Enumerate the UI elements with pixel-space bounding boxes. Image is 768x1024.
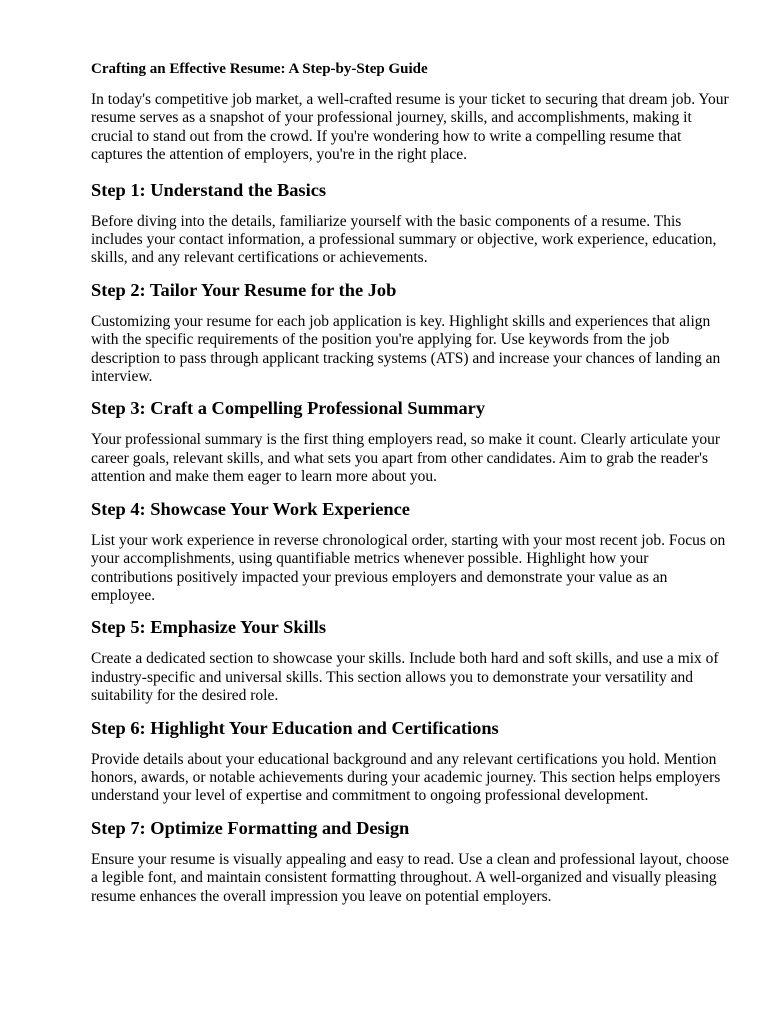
step-2-body: Customizing your resume for each job application is key. Highlight skills and experiences that align with the specific requirements of the position you're applying for. Use keywords from the job description to pass through applicant tracking systems (ATS) and increase your chances of landing an interview. (91, 312, 721, 386)
step-6-section (91, 717, 731, 806)
step-7-heading: Step 7: Optimize Formatting and Design (91, 817, 410, 838)
step-1-body: Before diving into the details, familiarize yourself with the basic components of a resume. This includes your contact information, a professional summary or objective, work experience, education, skills, and any relevant certifications or achievements. (91, 212, 717, 267)
step-4-body: List your work experience in reverse chronological order, starting with your most recent job. Focus on your accomplishments, using quantifiable metrics whenever possible. Highlight how your contributions positively impacted your previous employers and demonstrate your value as an employee. (91, 531, 726, 604)
step-6-heading: Step 6: Highlight Your Education and Certifications (91, 717, 499, 738)
step-7-section (91, 817, 731, 906)
step-2-heading: Step 2: Tailor Your Resume for the Job (91, 279, 397, 300)
step-6-body: Provide details about your educational background and any relevant certifications you hold. Mention honors, awards, or notable achievements during your academic journey. This section helps employers understand your level of expertise and commitment to ongoing professional development. (91, 750, 721, 805)
document-page (91, 60, 731, 917)
step-3-heading: Step 3: Craft a Compelling Professional Summary (91, 398, 486, 419)
step-5-heading: Step 5: Emphasize Your Skills (91, 617, 327, 638)
document-title: Crafting an Effective Resume: A Step-by-Step Guide (91, 61, 428, 77)
step-1-heading: Step 1: Understand the Basics (91, 179, 327, 200)
step-1-section (91, 179, 731, 268)
step-4-heading: Step 4: Showcase Your Work Experience (91, 498, 410, 519)
step-5-body: Create a dedicated section to showcase your skills. Include both hard and soft skills, and use a mix of industry-specific and universal skills. This section allows you to demonstrate your versatility and suitability for the desired role. (91, 650, 719, 705)
step-3-section (91, 397, 731, 486)
step-3-body: Your professional summary is the first thing employers read, so make it count. Clearly articulate your career goals, relevant skills, and what sets you apart from other candidates. Aim to grab the reader's attention and make them eager to learn more about you. (91, 431, 721, 486)
intro-paragraph: In today's competitive job market, a well-crafted resume is your ticket to securing that dream job. Your resume serves as a snapshot of your professional journey, skills, and accomplishments, making it crucial to stand out from the crowd. If you're wondering how to write a compelling resume that captures the attention of employers, you're in the right place. (91, 91, 729, 164)
step-2-section (91, 279, 731, 387)
step-4-section (91, 498, 731, 606)
step-7-body: Ensure your resume is visually appealing and easy to read. Use a clean and professional layout, choose a legible font, and maintain consistent formatting throughout. A well-organized and visually pleasing resume enhances the overall impression you leave on potential employers. (91, 850, 729, 905)
step-5-section (91, 616, 731, 705)
